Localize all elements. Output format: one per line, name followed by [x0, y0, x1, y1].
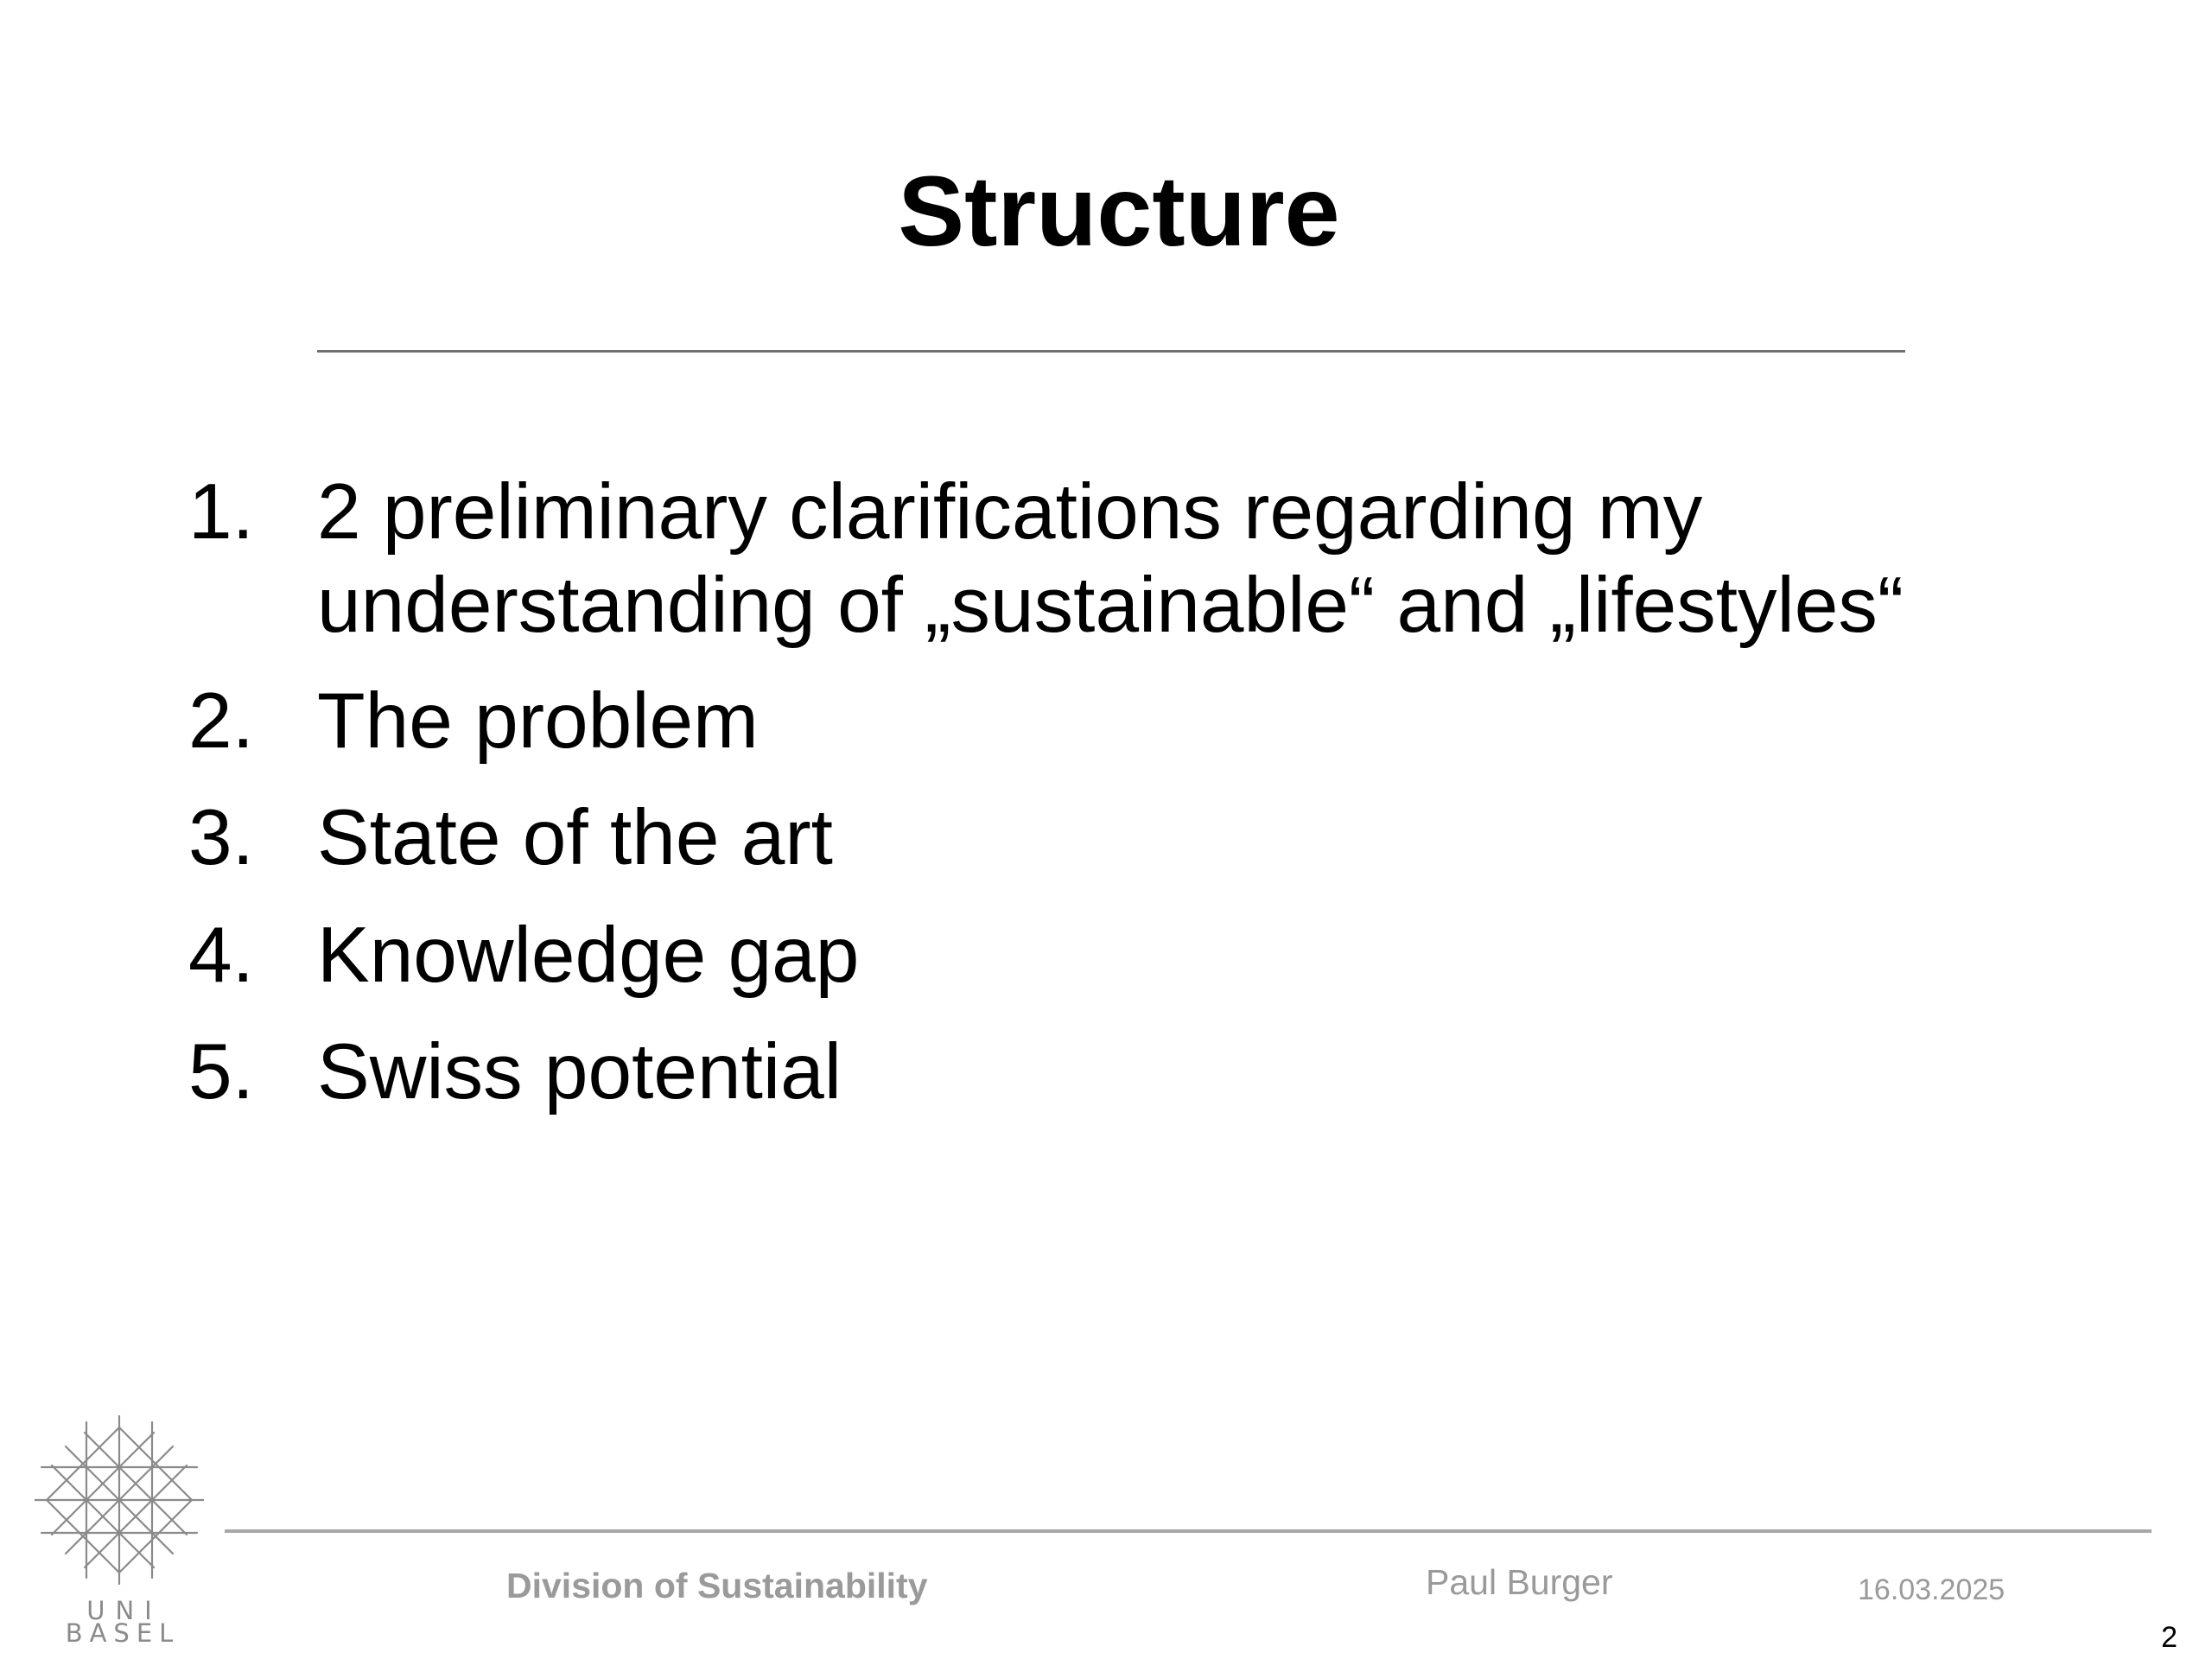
agenda-item-text: State of the art [317, 794, 833, 881]
agenda-item [188, 675, 2003, 768]
agenda-item-text: Swiss potential [317, 1028, 842, 1116]
agenda-item [188, 466, 2003, 652]
page-number: 2 [2161, 1621, 2177, 1654]
footer-divider [225, 1529, 2152, 1533]
title-divider [317, 350, 1905, 353]
agenda-item [188, 909, 2003, 1002]
footer-author: Paul Burger [1426, 1562, 1613, 1602]
slide-title: Structure [898, 156, 1340, 267]
agenda-item-number: 5. [188, 1028, 254, 1116]
agenda-item-number: 3. [188, 794, 254, 881]
agenda-item-text: 2 preliminary clarifications regarding my understanding of „sustainable“ and „lifestyles“ [317, 468, 1904, 649]
agenda-item [188, 1026, 2003, 1119]
agenda-item-number: 1. [188, 468, 254, 556]
uni-basel-logo [35, 1415, 204, 1648]
agenda-item [188, 791, 2003, 885]
agenda-item-number: 2. [188, 677, 254, 765]
agenda-item-text: The problem [317, 677, 759, 765]
agenda-item-text: Knowledge gap [317, 912, 860, 999]
logo-text-basel: BASEL [65, 1618, 181, 1648]
uni-basel-logo-mark-icon [35, 1415, 204, 1585]
footer-division: Division of Sustainability [506, 1566, 928, 1605]
agenda-item-number: 4. [188, 912, 254, 999]
footer-date: 16.03.2025 [1858, 1573, 2005, 1606]
logo-text-uni: UNI [86, 1596, 162, 1625]
